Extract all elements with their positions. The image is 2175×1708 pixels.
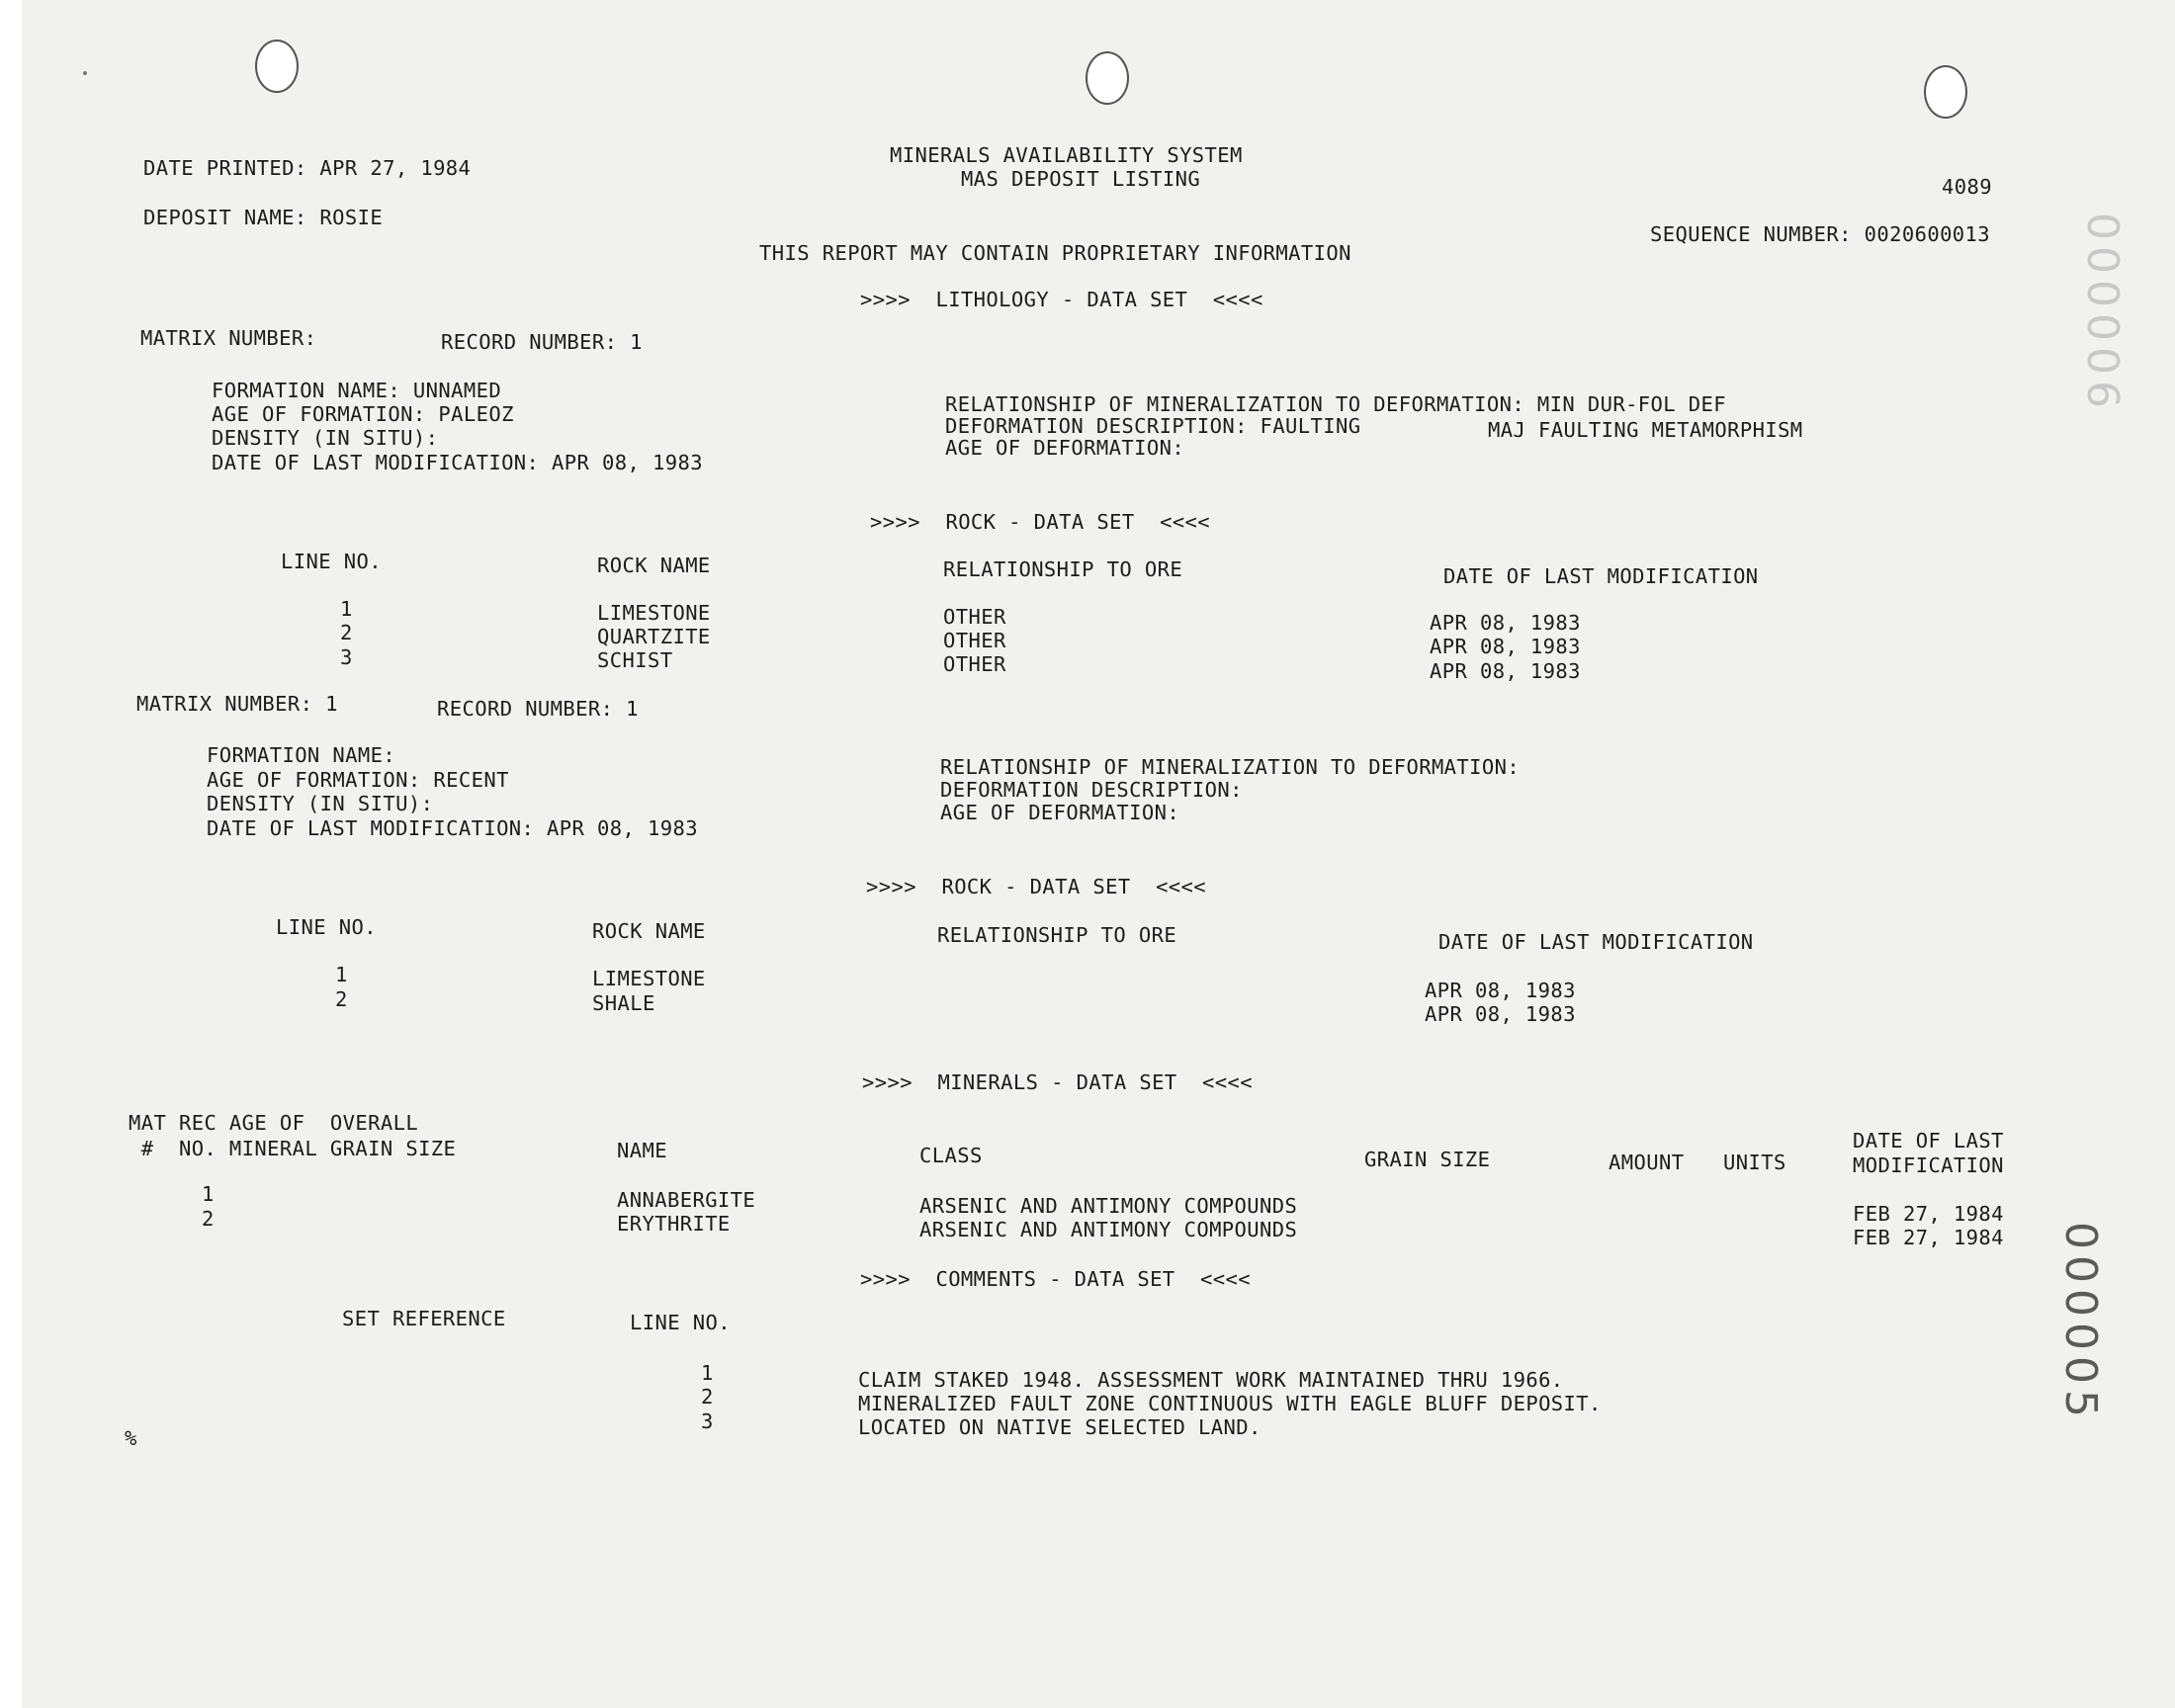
date-last-modification: DATE OF LAST MODIFICATION: APR 08, 1983 (207, 816, 698, 840)
col-relationship-to-ore: RELATIONSHIP TO ORE (943, 557, 1183, 581)
col-date-last-modification: DATE OF LAST MODIFICATION (1438, 930, 1754, 954)
table-row-relationship: OTHER (943, 652, 1006, 676)
paper-speck (83, 71, 87, 75)
table-row-rock: LIMESTONE (592, 967, 706, 990)
age-of-formation: AGE OF FORMATION: RECENT (207, 768, 509, 792)
footer-mark: % (125, 1426, 137, 1450)
date-last-modification: DATE OF LAST MODIFICATION: APR 08, 1983 (212, 451, 703, 474)
lithology-heading: >>>> LITHOLOGY - DATA SET <<<< (860, 288, 1263, 311)
table-row-class: ARSENIC AND ANTIMONY COMPOUNDS (919, 1194, 1298, 1218)
formation-name: FORMATION NAME: UNNAMED (212, 379, 502, 402)
date-printed: DATE PRINTED: APR 27, 1984 (143, 156, 472, 180)
punch-hole-center (1086, 51, 1129, 105)
col-amount: AMOUNT (1609, 1151, 1685, 1174)
col-date-last: DATE OF LAST (1853, 1129, 2004, 1153)
page-number: 4089 (1942, 175, 1992, 199)
minerals-col-header-2: # NO. MINERAL GRAIN SIZE (129, 1137, 457, 1160)
deformation-description-extra: MAJ FAULTING METAMORPHISM (1488, 418, 1803, 442)
table-row-line: 3 (701, 1409, 714, 1433)
listing-title: MAS DEPOSIT LISTING (961, 167, 1201, 191)
col-grain-size: GRAIN SIZE (1364, 1148, 1491, 1171)
faint-margin-stamp: 000006 (2077, 213, 2128, 414)
table-row-line: 1 (340, 597, 353, 621)
proprietary-notice: THIS REPORT MAY CONTAIN PROPRIETARY INFORMATION (759, 241, 1351, 265)
table-row-class: ARSENIC AND ANTIMONY COMPOUNDS (919, 1218, 1298, 1241)
table-row-line: 3 (340, 645, 353, 669)
table-row-date: APR 08, 1983 (1425, 1002, 1576, 1026)
age-of-formation: AGE OF FORMATION: PALEOZ (212, 402, 514, 426)
density-in-situ: DENSITY (IN SITU): (212, 426, 439, 450)
sequence-number: SEQUENCE NUMBER: 0020600013 (1650, 222, 1991, 246)
col-modification: MODIFICATION (1853, 1153, 2004, 1177)
table-row-mineral: ERYTHRITE (617, 1212, 731, 1236)
formation-name: FORMATION NAME: (207, 743, 396, 767)
table-row-rock: SCHIST (597, 648, 673, 672)
age-of-deformation: AGE OF DEFORMATION: (940, 801, 1180, 824)
table-row-date: APR 08, 1983 (1430, 659, 1581, 683)
matrix-number: MATRIX NUMBER: (140, 326, 317, 350)
deformation-description: DEFORMATION DESCRIPTION: FAULTING (945, 414, 1361, 438)
rock-heading: >>>> ROCK - DATA SET <<<< (870, 510, 1211, 534)
table-row-rec: 2 (202, 1207, 215, 1231)
table-row-rec: 1 (202, 1182, 215, 1206)
table-row-rock: LIMESTONE (597, 601, 711, 625)
comment-text: MINERALIZED FAULT ZONE CONTINUOUS WITH EAGLE BLUFF DEPOSIT. (858, 1392, 1602, 1415)
table-row-relationship: OTHER (943, 605, 1006, 629)
col-mineral-class: CLASS (919, 1144, 983, 1167)
col-relationship-to-ore: RELATIONSHIP TO ORE (937, 923, 1177, 947)
col-line-no: LINE NO. (281, 550, 382, 573)
col-mineral-name: NAME (617, 1139, 667, 1162)
table-row-mineral: ANNABERGITE (617, 1188, 756, 1212)
comment-text: LOCATED ON NATIVE SELECTED LAND. (858, 1415, 1262, 1439)
table-row-date: APR 08, 1983 (1425, 979, 1576, 1002)
comment-text: CLAIM STAKED 1948. ASSESSMENT WORK MAINTAINED THRU 1966. (858, 1368, 1564, 1392)
col-comment-line-no: LINE NO. (630, 1311, 731, 1334)
matrix-number: MATRIX NUMBER: 1 (136, 692, 338, 716)
comments-heading: >>>> COMMENTS - DATA SET <<<< (860, 1267, 1252, 1291)
col-date-last-modification: DATE OF LAST MODIFICATION (1443, 564, 1759, 588)
deformation-description: DEFORMATION DESCRIPTION: (940, 778, 1243, 802)
table-row-line: 2 (340, 621, 353, 644)
density-in-situ: DENSITY (IN SITU): (207, 792, 434, 815)
table-row-date: APR 08, 1983 (1430, 611, 1581, 635)
table-row-date: FEB 27, 1984 (1853, 1202, 2004, 1226)
table-row-line: 2 (701, 1385, 714, 1409)
minerals-col-header-1: MAT REC AGE OF OVERALL (129, 1111, 419, 1135)
mineralization-relationship: RELATIONSHIP OF MINERALIZATION TO DEFORMATION: MIN DUR-FOL DEF (945, 392, 1727, 416)
deposit-name: DEPOSIT NAME: ROSIE (143, 206, 384, 229)
punch-hole-right (1924, 65, 1967, 119)
table-row-line: 1 (701, 1361, 714, 1385)
table-row-line: 1 (335, 963, 348, 986)
table-row-rock: QUARTZITE (597, 625, 711, 648)
col-units: UNITS (1723, 1151, 1786, 1174)
record-number: RECORD NUMBER: 1 (437, 697, 639, 721)
report-page (22, 0, 2175, 1708)
rock-heading: >>>> ROCK - DATA SET <<<< (866, 875, 1207, 898)
table-row-line: 2 (335, 987, 348, 1011)
col-rock-name: ROCK NAME (597, 554, 711, 577)
table-row-relationship: OTHER (943, 629, 1006, 652)
col-line-no: LINE NO. (276, 915, 377, 939)
col-set-reference: SET REFERENCE (342, 1307, 506, 1330)
system-title: MINERALS AVAILABILITY SYSTEM (890, 143, 1243, 167)
col-rock-name: ROCK NAME (592, 919, 706, 943)
table-row-date: FEB 27, 1984 (1853, 1226, 2004, 1249)
margin-stamp: 000005 (2055, 1222, 2106, 1423)
table-row-date: APR 08, 1983 (1430, 635, 1581, 658)
age-of-deformation: AGE OF DEFORMATION: (945, 436, 1185, 460)
record-number: RECORD NUMBER: 1 (441, 330, 643, 354)
table-row-rock: SHALE (592, 991, 655, 1015)
minerals-heading: >>>> MINERALS - DATA SET <<<< (862, 1070, 1254, 1094)
mineralization-relationship: RELATIONSHIP OF MINERALIZATION TO DEFORMATION: (940, 755, 1521, 779)
punch-hole-left (255, 40, 299, 93)
